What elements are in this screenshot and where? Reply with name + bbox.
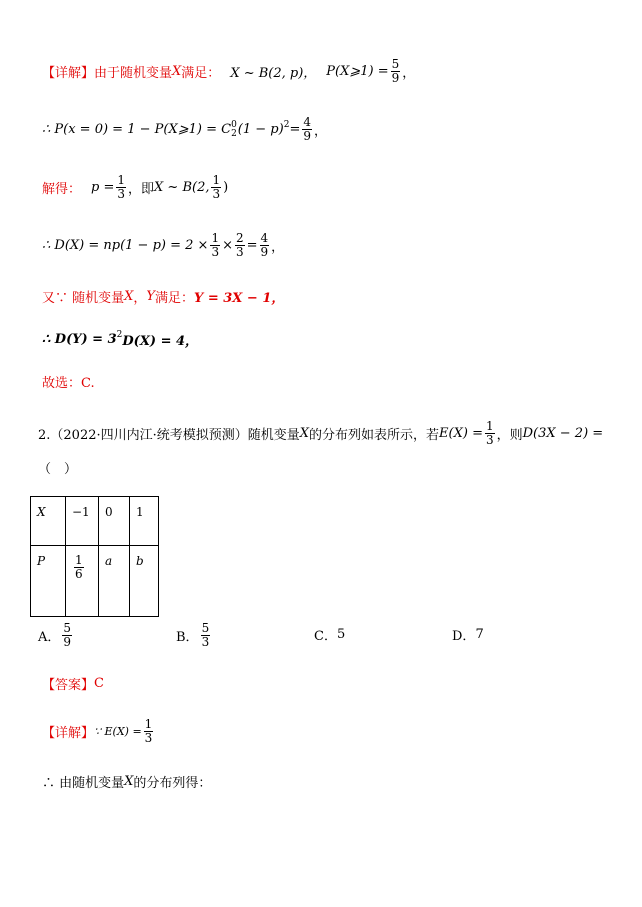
option-d[interactable]: D． 7 — [452, 627, 484, 644]
solution-line-2: ∴ P(x = 0) = 1 − P(X⩾1) = C 0 2 (1 − p) $^2$ = $\frac{4}{9}$ ， — [42, 115, 327, 143]
fraction: $\frac{1}{3}$ — [485, 419, 494, 447]
solution-line-4: ∴ D(X) = np(1 − p) = 2 × $\frac{1}{3}$ × $\frac{2}{3}$ = $\frac{4}{9}$ ， — [42, 231, 285, 259]
solution2-line-2: ∴ 由随机变量 X 的分布列得： — [42, 774, 212, 791]
question-2: 2.（2022·四川内江·统考模拟预测）随机变量 X 的分布列如表所示，若 E(X) = $\frac{1}{3}$ ，则 D(3X − 2) = — [38, 419, 604, 447]
distribution-table — [30, 496, 159, 617]
fraction: $\frac{1}{6}$ — [75, 553, 83, 581]
table-row: P $\frac{1}{6}$ a b — [31, 546, 159, 617]
fraction: $\frac{1}{3}$ — [212, 173, 221, 201]
solution-choice: 故选：C. — [42, 376, 95, 391]
answer-value: C — [94, 676, 104, 691]
option-c[interactable]: C． 5 — [314, 627, 346, 644]
fraction: $\frac{1}{3}$ — [211, 231, 220, 259]
answer-line: 【答案】 C — [42, 676, 104, 693]
fraction: $\frac{5}{9}$ — [391, 57, 400, 85]
table-row: X −1 0 1 — [31, 497, 159, 546]
solution-line-5: 又∵ 随机变量 X ， Y 满足： Y = 3X − 1， — [42, 289, 285, 306]
fraction: $\frac{4}{9}$ — [303, 115, 311, 143]
answer-options — [38, 622, 598, 652]
answer-blank: （ ） — [38, 462, 78, 477]
solution-line-1: 【详解】 由于随机变量 X 满足： X ~ B(2, p)， P(X⩾1) = $\frac{5}{9}$ ， — [42, 57, 416, 85]
fraction: $\frac{4}{9}$ — [260, 231, 269, 259]
solution-line-3: 解得： p = $\frac{1}{3}$ ，即 X ~ B(2, $\frac{1}{3}$ ) — [42, 173, 229, 201]
detail-label: 【详解】 — [42, 66, 95, 81]
fraction: $\frac{1}{3}$ — [144, 717, 153, 745]
option-a[interactable]: A． $\frac{5}{9}$ — [38, 621, 72, 649]
solution2-line-1: 【详解】 ∵ E(X) = $\frac{1}{3}$ — [42, 717, 153, 745]
option-b[interactable]: B． $\frac{5}{3}$ — [176, 621, 210, 649]
fraction: $\frac{2}{3}$ — [235, 231, 244, 259]
fraction: $\frac{1}{3}$ — [117, 173, 126, 201]
solution-line-6: ∴ D(Y) = 3 $^2$ D(X) = 4， — [42, 330, 199, 349]
